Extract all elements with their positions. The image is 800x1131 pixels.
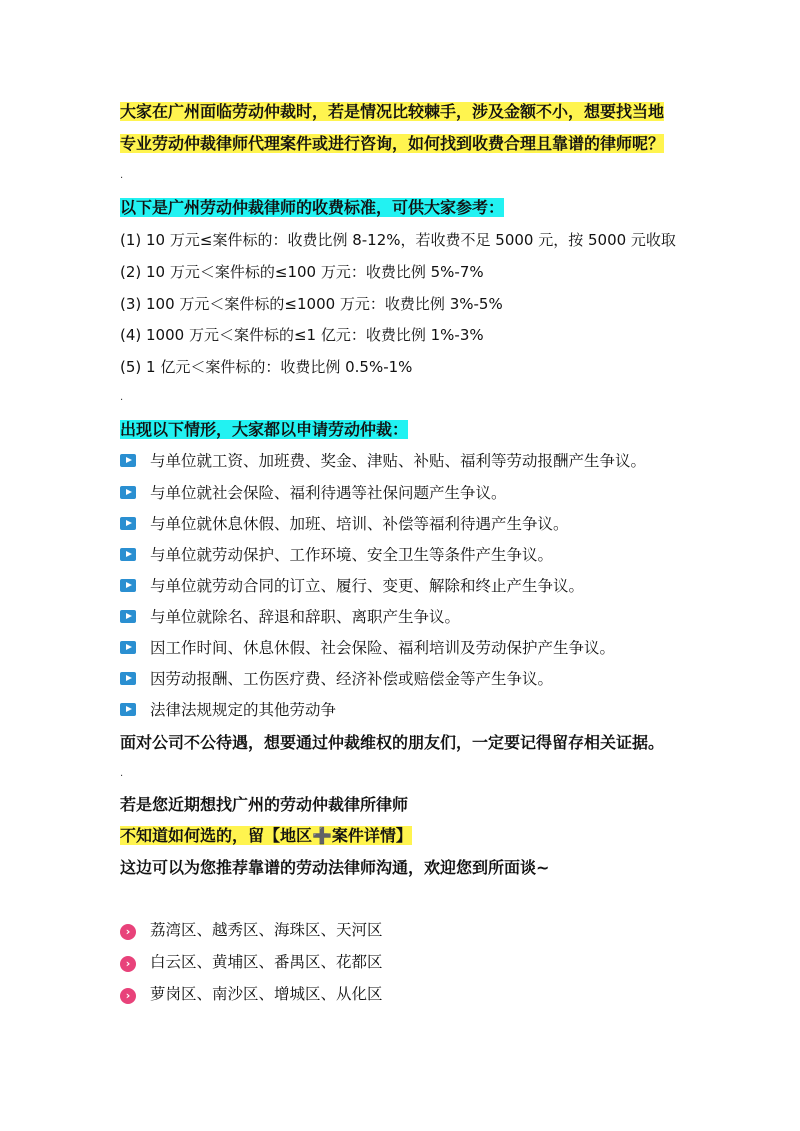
- cta-line-1: 若是您近期想找广州的劳动仲裁律所律师: [120, 795, 409, 814]
- situation-text: 与单位就劳动保护、工作环境、安全卫生等条件产生争议。: [150, 546, 554, 564]
- chevron-circle-icon: ›: [120, 956, 136, 972]
- fee-item: (4) 1000 万元＜案件标的≤1 亿元：收费比例 1%-3%: [120, 326, 484, 344]
- situation-text: 与单位就休息休假、加班、培训、补偿等福利待遇产生争议。: [150, 515, 569, 533]
- situation-text: 因劳动报酬、工伤医疗费、经济补偿或赔偿金等产生争议。: [150, 670, 554, 688]
- play-square-icon: [120, 486, 136, 499]
- situation-text: 法律法规规定的其他劳动争: [150, 701, 337, 719]
- fee-heading: [120, 196, 504, 220]
- cta-highlight: 不知道如何选的，留【地区➕案件详情】: [120, 826, 412, 845]
- intro-line-2: [120, 132, 664, 156]
- district-text: 萝岗区、南沙区、增城区、从化区: [150, 985, 383, 1003]
- situation-item: [120, 574, 584, 598]
- chevron-circle-icon: ›: [120, 924, 136, 940]
- play-square-icon: [120, 579, 136, 592]
- separator-dot: .: [120, 170, 124, 181]
- separator-dot: .: [120, 392, 124, 403]
- situation-item: [120, 449, 646, 473]
- play-square-icon: [120, 610, 136, 623]
- situations-heading: [120, 418, 408, 442]
- district-item: [120, 982, 383, 1006]
- advice-text: 面对公司不公待遇，想要通过仲裁维权的朋友们，一定要记得留存相关证据。: [120, 733, 665, 752]
- separator-dot: .: [120, 768, 124, 779]
- play-square-icon: [120, 548, 136, 561]
- situation-item: [120, 605, 460, 629]
- district-text: 白云区、黄埔区、番禺区、花都区: [150, 953, 383, 971]
- cta-line-3: 这边可以为您推荐靠谱的劳动法律师沟通，欢迎您到所面谈~: [120, 858, 550, 877]
- fee-item: (1) 10 万元≤案件标的：收费比例 8-12%，若收费不足 5000 元，按 5000 元收取: [120, 231, 676, 249]
- situation-text: 与单位就工资、加班费、奖金、津贴、补贴、福利等劳动报酬产生争议。: [150, 452, 647, 470]
- chevron-circle-icon: ›: [120, 988, 136, 1004]
- situation-item: [120, 636, 615, 660]
- situation-item: [120, 512, 569, 536]
- play-square-icon: [120, 454, 136, 467]
- situation-item: [120, 698, 336, 722]
- situation-item: [120, 543, 553, 567]
- fee-item: (3) 100 万元＜案件标的≤1000 万元：收费比例 3%-5%: [120, 295, 503, 313]
- district-item: [120, 918, 383, 942]
- situation-text: 与单位就社会保险、福利待遇等社保问题产生争议。: [150, 484, 507, 502]
- play-square-icon: [120, 641, 136, 654]
- situation-text: 与单位就劳动合同的订立、履行、变更、解除和终止产生争议。: [150, 577, 585, 595]
- situations-heading-highlight: 出现以下情形，大家都以申请劳动仲裁：: [120, 420, 409, 439]
- play-square-icon: [120, 703, 136, 716]
- district-item: [120, 950, 383, 974]
- fee-item: (2) 10 万元＜案件标的≤100 万元：收费比例 5%-7%: [120, 263, 484, 281]
- play-square-icon: [120, 517, 136, 530]
- district-text: 荔湾区、越秀区、海珠区、天河区: [150, 921, 383, 939]
- situation-text: 因工作时间、休息休假、社会保险、福利培训及劳动保护产生争议。: [150, 639, 616, 657]
- cta-line-2: [120, 824, 412, 848]
- intro-highlight-2: 专业劳动仲裁律师代理案件或进行咨询，如何找到收费合理且靠谱的律师呢？: [120, 134, 665, 153]
- situation-item: [120, 481, 507, 505]
- play-square-icon: [120, 672, 136, 685]
- intro-line-1: [120, 100, 664, 124]
- intro-highlight-1: 大家在广州面临劳动仲裁时，若是情况比较棘手，涉及金额不小，想要找当地: [120, 102, 665, 121]
- situation-text: 与单位就除名、辞退和辞职、离职产生争议。: [150, 608, 461, 626]
- fee-item: (5) 1 亿元＜案件标的：收费比例 0.5%-1%: [120, 358, 413, 376]
- situation-item: [120, 667, 553, 691]
- fee-heading-highlight: 以下是广州劳动仲裁律师的收费标准，可供大家参考：: [120, 198, 505, 217]
